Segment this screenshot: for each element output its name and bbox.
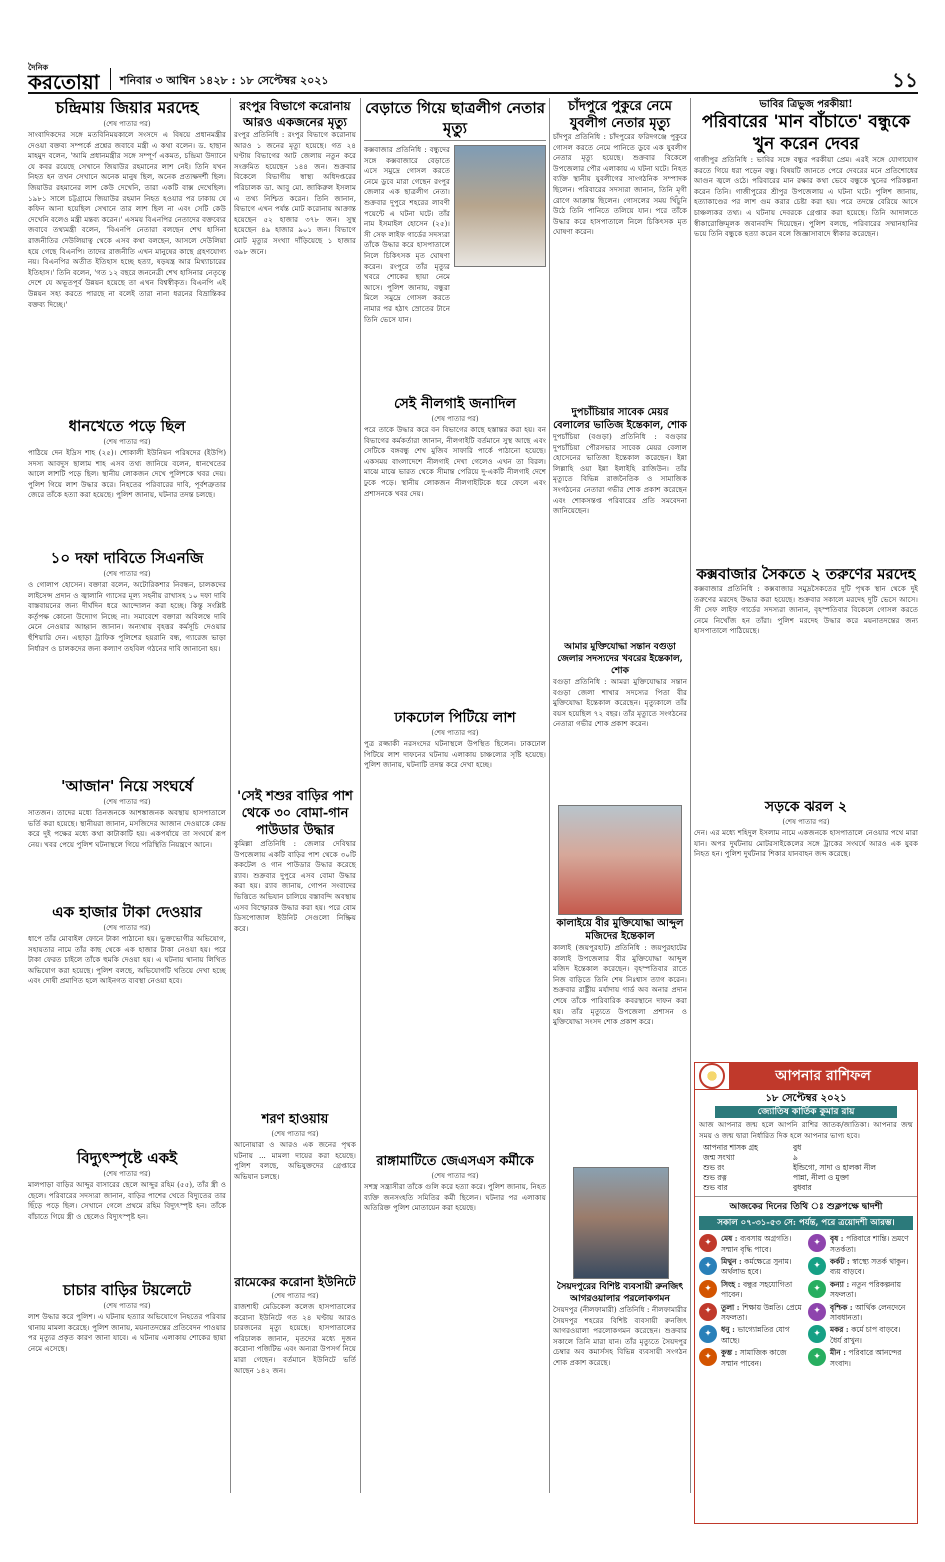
article-title: ঢাকঢোল পিটিয়ে লাশ bbox=[394, 710, 516, 726]
article-body: দেন। এর মধ্যে শহিদুল ইসলাম নামে একজনকে হাসপাতালে নেওয়ার পথে মারা যান। অপর দুর্ঘটনায় মোটরসাইকেলের সঙ্গে ট্রাকের সংঘর্ষে আরও এক যুবক নিহত হন। পুলিশ দুর্ঘটনার শিকার যানবাহন জব্দ করেছে। bbox=[694, 828, 918, 859]
tithi: আজকের দিনের তিথি ঃ শুক্লপক্ষে দ্বাদশী bbox=[695, 1196, 917, 1214]
column-rule bbox=[230, 98, 231, 1493]
continued-label: (শেষ পাতার পর) bbox=[431, 1172, 479, 1180]
article-body: আনোয়ারা ও আরও এক জনের পৃথক ঘটনায় ... মামলা দায়ের করা হয়েছে। পুলিশ বলছে, অভিযুক্তদের গ্রেপ্তারে অভিযান চলছে। bbox=[234, 1140, 356, 1181]
zodiac-sign-item bbox=[808, 1234, 913, 1255]
zodiac-icon: ✦ bbox=[699, 1325, 717, 1343]
continued-label: (শেষ পাতার পর) bbox=[782, 818, 830, 826]
zodiac-forecast: স্বাস্থ্যে সতর্ক থাকুন। ব্যয় বাড়বে। bbox=[830, 1257, 909, 1277]
masthead-divider bbox=[110, 68, 111, 90]
article-title: চন্দ্রিমায় জিয়ার মরদেহ bbox=[55, 98, 199, 117]
article-body: গাজীপুর প্রতিনিধি : ভাবির সঙ্গে বন্ধুর পরকীয়া প্রেম। এরই সঙ্গে যোগাযোগ করতে গিয়ে ধরা পড়েন বন্ধু। বিষয়টি জানতে পেরে দেবরের মনে প্রতিশোধের আগুন জ্বলে ওঠে। পরিবারের মান রক্ষার কথা ভেবে বন্ধুকে খুনের পরিকল্পনা করেন তিনি। গাজীপুরের শ্রীপুর উপজেলায় এ ঘটনা ঘটে। পুলিশ জানায়, হত্যাকাণ্ডের পর লাশ গুম করার চেষ্টা করা হয়। পরে তদন্তে বেরিয়ে আসে চাঞ্চল্যকর তথ্য। এ ঘটনায় দেবরকে গ্রেপ্তার করা হয়েছে। তিনি আদালতে স্বীকারোক্তিমূলক জবানবন্দি দিয়েছেন। পুলিশ বলছে, পরিবারের সম্মানহানির ভয়ে তিনি বন্ধুকে হত্যা করেন বলে জিজ্ঞাসাবাদে স্বীকার করেছেন। bbox=[694, 155, 918, 239]
sign-list bbox=[695, 1232, 917, 1371]
continued-label: (শেষ পাতার পর) bbox=[103, 924, 151, 932]
zodiac-text bbox=[721, 1348, 804, 1369]
article-title: দুপচাঁচিয়ার সাবেক মেয়র বেলালের ভাতিজ ইন্তেকাল, শোক bbox=[553, 407, 687, 431]
zodiac-text bbox=[830, 1280, 913, 1301]
zodiac-sign-item bbox=[808, 1280, 913, 1301]
masthead-prefix: দৈনিক bbox=[28, 62, 49, 72]
zodiac-name: তুলা : bbox=[721, 1302, 743, 1312]
masthead bbox=[28, 64, 918, 94]
zodiac-sign-item bbox=[699, 1257, 804, 1278]
planet-row bbox=[703, 1173, 909, 1183]
continued-label: (শেষ পাতার পর) bbox=[103, 570, 151, 578]
zodiac-name: বৃষ : bbox=[830, 1234, 847, 1244]
horoscope-emblem-icon bbox=[699, 1063, 725, 1089]
article-title: পরিবারের 'মান বাঁচাতে' বন্ধুকে খুন করেন দেবর bbox=[701, 112, 911, 154]
planet-value: ইন্ডিগো, সাদা ও হালকা নীল bbox=[793, 1163, 876, 1173]
planet-list bbox=[695, 1143, 917, 1193]
planet-key: শুভ বার bbox=[703, 1183, 728, 1193]
zodiac-name: কর্কট : bbox=[830, 1257, 853, 1266]
article-title: রাঙ্গামাটিতে জেএসএস কর্মীকে bbox=[376, 1154, 534, 1169]
horoscope-author: জ্যোতিষ কার্তিক কুমার রায় bbox=[715, 1106, 897, 1118]
continued-label: (শেষ পাতার পর) bbox=[103, 120, 151, 128]
zodiac-text bbox=[721, 1325, 804, 1346]
article-body: কক্সবাজার প্রতিনিধি : বন্ধুদের সঙ্গে কক্সবাজারে বেড়াতে এসে সমুদ্রে গোসল করতে নেমে ডুবে মারা গেছেন রংপুর জেলার এক ছাত্রলীগ নেতা। শুক্রবার দুপুরে শহরের লাবণী পয়েন্টে এ ঘটনা ঘটে। তাঁর নাম ইসমাইল হোসেন (২৫)। সী সেফ লাইফ গার্ডের সদস্যরা তাঁকে উদ্ধার করে হাসপাতালে নিলে চিকিৎসক মৃত ঘোষণা করেন। রংপুরে তাঁর মৃত্যুর খবরে শোকের ছায়া নেমে আসে। পুলিশ জানায়, বন্ধুরা মিলে সমুদ্রে গোসল করতে নামার পর হঠাৎ স্রোতের টানে তিনি ভেসে যান। bbox=[364, 145, 450, 324]
article-title: রংপুর বিভাগে করোনায় আরও একজনের মৃত্যু bbox=[239, 99, 351, 129]
planet-row bbox=[703, 1163, 909, 1173]
zodiac-sign-item bbox=[808, 1257, 913, 1278]
continued-label: (শেষ পাতার পর) bbox=[103, 798, 151, 806]
page-number: ১১ bbox=[892, 68, 918, 92]
photo-caption: কালাইয়ে বীর মুক্তিযোদ্ধা আব্দুল মজিদের ইন্তেকাল bbox=[556, 918, 684, 942]
article-title: রামেকের করোনা ইউনিটে bbox=[234, 1275, 356, 1289]
zodiac-name: মকর : bbox=[830, 1325, 852, 1335]
article-title: সড়কে ঝরল ২ bbox=[764, 799, 848, 815]
column-5 bbox=[694, 98, 918, 1498]
article-lead bbox=[364, 145, 546, 324]
masthead-date: শনিবার ৩ আশ্বিন ১৪২৮ : ১৮ সেপ্টেম্বর ২০২১ bbox=[120, 74, 329, 87]
article-body: পরে তাকে উদ্ধার করে বন বিভাগের কাছে হস্তান্তর করা হয়। বন বিভাগের কর্মকর্তারা জানান, নীলগাইটি বর্তমানে সুস্থ আছে এবং সেটিকে বঙ্গবন্ধু শেখ মুজিব সাফারি পার্কে পাঠানো হয়েছে। একসময় বাংলাদেশে নীলগাই দেখা গেলেও এখন তা বিরল। মাঝে মাঝে ভারত থেকে সীমান্ত পেরিয়ে দু-একটি নীলগাই দেশে ঢুকে পড়ে। স্থানীয় লোকজন নীলগাইটিকে ধরে ফেলে এবং প্রশাসনকে খবর দেয়। bbox=[364, 425, 546, 498]
article-title: শরণ হাওয়ায় bbox=[261, 1112, 329, 1127]
zodiac-name: মিথুন : bbox=[721, 1257, 745, 1266]
portrait-photo bbox=[454, 145, 546, 267]
article-body: রংপুর প্রতিনিধি : রংপুর বিভাগে করোনায় আরও ১ জনের মৃত্যু হয়েছে। গত ২৪ ঘণ্টায় বিভাগের আট জেলায় নতুন করে সংক্রমিত হয়েছেন ১৪৪ জন। শুক্রবার বিকেলে বিভাগীয় স্বাস্থ্য অধিদপ্তরের পরিচালক ডা. আবু মো. জাকিরুল ইসলাম এ তথ্য নিশ্চিত করেন। তিনি জানান, বিভাগে এখন পর্যন্ত মোট করোনায় আক্রান্ত হয়েছেন ৫২ হাজার ৩৭৮ জন। সুস্থ হয়েছেন ৪৯ হাজার ৯০১ জন। বিভাগে মোট মৃত্যুর সংখ্যা দাঁড়িয়েছে ১ হাজার ৩৯৮ জনে। bbox=[234, 130, 356, 256]
article-title: আমার মুক্তিযোদ্ধা সন্তান বগুড়া জেলার সদস্যদের খবরের ইন্তেকাল, শোক bbox=[557, 642, 683, 676]
article-body: পাঠিয়ে দেন ইদ্রিস শাহ (২৫)। শোকালী ইউনিয়ন পরিষদের (ইউপি) সদস্য আবদুস ছালাম শাহ এসব তথ্য জানিয়ে বলেন, ধানখেতের আলে লাশটি পড়ে ছিল। স্থানীয় লোকজন দেখে পুলিশকে খবর দেয়। পুলিশ গিয়ে লাশ উদ্ধার করে। নিহতের পরিবারের দাবি, পূর্বশত্রুতার জেরে তাঁকে হত্যা করা হয়েছে। পুলিশ জানায়, ঘটনার তদন্ত চলছে। bbox=[28, 448, 226, 500]
horoscope-box bbox=[694, 1062, 918, 1524]
zodiac-icon: ✦ bbox=[699, 1348, 717, 1366]
continued-label: (শেষ পাতার পর) bbox=[431, 729, 479, 737]
article-body: সাতজন। তাদের মধ্যে তিনজনকে আশঙ্কাজনক অবস্থায় হাসপাতালে ভর্তি করা হয়েছে। স্থানীয়রা জানান, মসজিদের আজান দেওয়াকে কেন্দ্র করে দুই পক্ষের মধ্যে কথা কাটাকাটি হয়। একপর্যায়ে তা সংঘর্ষে রূপ নেয়। খবর পেয়ে পুলিশ ঘটনাস্থলে গিয়ে পরিস্থিতি নিয়ন্ত্রণে আনে। bbox=[28, 808, 226, 849]
zodiac-name: মীন : bbox=[830, 1348, 849, 1358]
zodiac-text bbox=[721, 1234, 804, 1255]
zodiac-text bbox=[830, 1303, 913, 1324]
planet-key: শুভ রত্ন bbox=[703, 1173, 727, 1183]
planet-row bbox=[703, 1143, 909, 1153]
zodiac-icon: ✦ bbox=[699, 1257, 717, 1275]
tithi-time: সকাল ০৭-৩১-৫৩ সে: পর্যন্ত, পরে ত্রয়োদশী আরম্ভ। bbox=[699, 1216, 913, 1230]
article-body: চাঁদপুর প্রতিনিধি : চাঁদপুরের ফরিদগঞ্জে পুকুরে গোসল করতে নেমে পানিতে ডুবে এক যুবলীগ নেতার মৃত্যু হয়েছে। শুক্রবার বিকেলে উপজেলার পৌর এলাকায় এ ঘটনা ঘটে। নিহত ব্যক্তি স্থানীয় যুবলীগের সাংগঠনিক সম্পাদক ছিলেন। পরিবারের সদস্যরা জানান, তিনি মৃগী রোগে আক্রান্ত ছিলেন। গোসলের সময় খিঁচুনি উঠে তিনি পানিতে তলিয়ে যান। পরে তাঁকে উদ্ধার করে হাসপাতালে নিলে চিকিৎসক মৃত ঘোষণা করেন। bbox=[553, 132, 687, 237]
horoscope-intro: আজ আপনার জন্ম হলে আপনি রাশির জাতক/জাতিকা। আপনার জন্ম সময় ও জন্ম দ্বারা নির্ধারিত দিক হলে আপনার ভাগ্য হবে। bbox=[699, 1120, 913, 1140]
planet-value: ৯ bbox=[793, 1153, 798, 1163]
zodiac-sign-item bbox=[808, 1303, 913, 1324]
zodiac-icon: ✦ bbox=[699, 1303, 717, 1321]
column-2 bbox=[234, 98, 356, 1498]
zodiac-name: মেষ : bbox=[721, 1234, 741, 1244]
zodiac-forecast: পরিবারে আনন্দের সংবাদ। bbox=[830, 1348, 902, 1368]
continued-label: (শেষ পাতার পর) bbox=[431, 415, 479, 423]
zodiac-sign-item bbox=[699, 1234, 804, 1255]
zodiac-sign-item bbox=[699, 1325, 804, 1346]
zodiac-name: কুম্ভ : bbox=[721, 1348, 740, 1358]
column-3 bbox=[364, 98, 546, 1498]
zodiac-sign-item bbox=[808, 1348, 913, 1369]
article-title: বিদ্যুৎস্পৃষ্টে একই bbox=[76, 1149, 178, 1167]
zodiac-text bbox=[721, 1280, 804, 1301]
article-body: সাংবাদিকদের সঙ্গে মতবিনিময়কালে সংসদে এ বিষয়ে প্রধানমন্ত্রীর দেওয়া বক্তব্য সম্পর্কে প্রশ্নের জবাবে মন্ত্রী এ কথা বলেন। ড. হাছান মাহমুদ বলেন, 'আমি প্রধানমন্ত্রীর সঙ্গে সম্পূর্ণ একমত, চন্দ্রিমা উদ্যানে যে কবর রয়েছে সেখানে জিয়াউর রহমানের লাশ নেই। তিনি যখন নিহত হন তখন সেখানে অনেক মানুষ ছিল, অনেক প্রত্যক্ষদর্শী ছিল। জিয়াউর রহমানের লাশ কেউ দেখেনি, তারা একটি বাক্স দেখেছিল। ১৯৮১ সালে চট্টগ্রামে জিয়াউর রহমান নিহত হওয়ার পর ঢাকায় যে কফিন আনা হয়েছিল সেখানে তার লাশ ছিল না এবং সেটি কেউ দেখেনি বলেও মন্ত্রী মন্তব্য করেন।' এসময় বিএনপির নেতাদের বক্তব্যের জবাবে তথ্যমন্ত্রী বলেন, 'বিএনপি নেতারা বলছেন শেখ হাসিনা রাজনীতির দেউলিয়াত্ব থেকে এসব কথা বলছেন, আসলে দেউলিয়া হয়ে গেছে বিএনপি। তাদের রাজনীতি এখন মানুষের কাছে গ্রহণযোগ্য নয়। বিএনপির অতীত ইতিহাস হচ্ছে হত্যা, ষড়যন্ত্র আর মিথ্যাচারের ইতিহাস।' তিনি বলেন, 'গত ১২ বছরে জননেত্রী শেখ হাসিনার নেতৃত্বে দেশে যে অভূতপূর্ব উন্নয়ন হয়েছে তা এখন বিশ্বস্বীকৃত। বিএনপি এই উন্নয়ন সহ্য করতে পারছে না বলেই তারা নানা ধরনের বিভ্রান্তিকর বক্তব্য দিচ্ছে।' bbox=[28, 130, 226, 309]
article-body: বগুড়া প্রতিনিধি : আমরা মুক্তিযোদ্ধার সন্তান বগুড়া জেলা শাখার সদস্যের পিতা বীর মুক্তিযোদ্ধা ইন্তেকাল করেছেন। মৃত্যুকালে তাঁর বয়স হয়েছিল ৭২ বছর। তাঁর মৃত্যুতে সংগঠনের নেতারা গভীর শোক প্রকাশ করেন। bbox=[553, 677, 687, 729]
zodiac-forecast: আর্থিক লেনদেনে সাবধানতা। bbox=[830, 1302, 906, 1323]
continued-label: (শেষ পাতার পর) bbox=[103, 1170, 151, 1178]
column-4 bbox=[553, 98, 687, 1498]
zodiac-text bbox=[830, 1257, 913, 1278]
article-body: রাজশাহী মেডিকেল কলেজ হাসপাতালের করোনা ইউনিটে গত ২৪ ঘণ্টায় আরও চারজনের মৃত্যু হয়েছে। হাসপাতালের পরিচালক জানান, মৃতদের মধ্যে দুজন করোনা পজিটিভ এবং অন্যরা উপসর্গ নিয়ে মারা গেছেন। বর্তমানে ইউনিটে ভর্তি আছেন ১৪২ জন। bbox=[234, 1302, 356, 1375]
article-body: সৈয়দপুর (নীলফামারী) প্রতিনিধি : নীলফামারীর সৈয়দপুর শহরের বিশিষ্ট ব্যবসায়ী রুনজিৎ আগরওয়ালা পরলোকগমন করেছেন। শুক্রবার সকালে তিনি মারা যান। তাঁর মৃত্যুতে সৈয়দপুর চেম্বার অব কমার্সসহ বিভিন্ন ব্যবসায়ী সংগঠন শোক প্রকাশ করেছে। bbox=[553, 1305, 687, 1367]
horoscope-title: আপনার রাশিফল bbox=[729, 1063, 917, 1089]
planet-key: শুভ রং bbox=[703, 1163, 725, 1173]
article-body: সশস্ত্র সন্ত্রাসীরা তাঁকে গুলি করে হত্যা করে। পুলিশ জানায়, নিহত ব্যক্তি জনসংহতি সমিতির কর্মী ছিলেন। ঘটনার পর এলাকায় অতিরিক্ত পুলিশ মোতায়েন করা হয়েছে। bbox=[364, 1182, 546, 1213]
zodiac-text bbox=[721, 1257, 804, 1278]
zodiac-sign-item bbox=[699, 1348, 804, 1369]
zodiac-forecast: ভাগ্যোন্নতির যোগ আছে। bbox=[721, 1325, 790, 1345]
column-rule bbox=[690, 98, 691, 1493]
article-title: বেড়াতে গিয়ে ছাত্রলীগ নেতার মৃত্যু bbox=[364, 98, 546, 141]
zodiac-icon: ✦ bbox=[808, 1348, 826, 1366]
article-title: ১০ দফা দাবিতে সিএনজি bbox=[50, 549, 204, 567]
column-rule bbox=[360, 98, 361, 1493]
zodiac-name: বৃশ্চিক : bbox=[830, 1302, 856, 1312]
planet-key: আপনার শাসক গ্রহ bbox=[703, 1143, 758, 1153]
article-body: পুত্র রজ্জাকী নরসংদের ঘটনাস্থলে উপস্থিত ছিলেন। ঢাকঢোল পিটিয়ে লাশ দাফনের ঘটনায় এলাকায় চাঞ্চল্যের সৃষ্টি হয়েছে। পুলিশ জানায়, ঘটনাটি তদন্ত করে দেখা হচ্ছে। bbox=[364, 739, 546, 770]
planet-key: জন্ম সংখ্যা bbox=[703, 1153, 735, 1163]
article-title: চাঁদপুরে পুকুরে নেমে যুবলীগ নেতার মৃত্যু bbox=[568, 99, 672, 131]
zodiac-forecast: ব্যবসায় অগ্রগতি। সম্মান বৃদ্ধি পাবে। bbox=[721, 1234, 792, 1254]
zodiac-icon: ✦ bbox=[699, 1234, 717, 1252]
portrait-photo bbox=[558, 805, 682, 915]
planet-value: বুধবার bbox=[793, 1183, 812, 1193]
planet-row bbox=[703, 1183, 909, 1193]
zodiac-forecast: সামাজিক কাজে সম্মান পাবেন। bbox=[721, 1348, 787, 1368]
article-body: দুপচাঁচিয়া (বগুড়া) প্রতিনিধি : বগুড়ার দুপচাঁচিয়া পৌরসভার সাবেক মেয়র বেলাল হোসেনের ভাতিজা ইন্তেকাল করেছেন। ইন্না লিল্লাহি ওয়া ইন্না ইলাইহি রাজিউন। তাঁর মৃত্যুতে বিভিন্ন রাজনৈতিক ও সামাজিক সংগঠনের নেতারা গভীর শোক প্রকাশ করেছেন এবং শোকসন্তপ্ত পরিবারের প্রতি সমবেদনা জানিয়েছেন। bbox=[553, 432, 687, 516]
article-title: কক্সবাজার সৈকতে ২ তরুণের মরদেহ bbox=[696, 565, 916, 583]
zodiac-icon: ✦ bbox=[808, 1257, 826, 1275]
planet-row bbox=[703, 1153, 909, 1163]
continued-label: (শেষ পাতার পর) bbox=[103, 1302, 151, 1310]
article-title: এক হাজার টাকা দেওয়ার bbox=[52, 903, 202, 921]
photo-caption: সৈয়দপুরের বিশিষ্ট ব্যবসায়ী রুনজিৎ আগরওয়ালার পরলোকগমন bbox=[556, 1282, 684, 1304]
zodiac-text bbox=[830, 1325, 913, 1346]
zodiac-forecast: শিক্ষায় উন্নতি। প্রেমে সফলতা। bbox=[721, 1302, 802, 1323]
zodiac-text bbox=[721, 1303, 804, 1324]
article-body: কালাই (জয়পুরহাট) প্রতিনিধি : জয়পুরহাটের কালাই উপজেলার বীর মুক্তিযোদ্ধা আব্দুল মজিদ ইন্তেকাল করেছেন। বৃহস্পতিবার রাতে নিজ বাড়িতে তিনি শেষ নিঃশ্বাস ত্যাগ করেন। শুক্রবার রাষ্ট্রীয় মর্যাদায় গার্ড অব অনার প্রদান শেষে তাঁকে পারিবারিক কবরস্থানে দাফন করা হয়। তাঁর মৃত্যুতে উপজেলা প্রশাসন ও মুক্তিযোদ্ধা সংসদ শোক প্রকাশ করে। bbox=[553, 943, 687, 1027]
zodiac-forecast: পরিবারে শান্তি। ভ্রমণে সতর্কতা। bbox=[830, 1234, 909, 1254]
article-title: ধানখেতে পড়ে ছিল bbox=[68, 417, 186, 435]
article-body: কুমিল্লা প্রতিনিধি : জেলার দেবিদ্বার উপজেলায় একটি বাড়ির পাশ থেকে ৩০টি ককটেল ও গান পাউডার উদ্ধার করেছে র‍্যাব। শুক্রবার দুপুরে এসব বোমা উদ্ধার করা হয়। র‍্যাব জানায়, গোপন সংবাদের ভিত্তিতে অভিযান চালিয়ে বস্তাবন্দি অবস্থায় এসব বিস্ফোরক উদ্ধার করা হয়। পরে বোম ডিসপোজাল ইউনিট সেগুলো নিষ্ক্রিয় করে। bbox=[234, 839, 356, 933]
article-body: মালপাড়া বাড়ির আব্দুর বাসারের ছেলে আব্দুর রহিম (৫৫), তাঁর স্ত্রী ও ছেলে। পরিবারের সদস্যরা জানান, বাড়ির পাশের খেতে বিদ্যুতের তার ছিঁড়ে পড়ে ছিল। সেখানে গেলে প্রথমে রহিম বিদ্যুৎস্পৃষ্ট হন। তাঁকে বাঁচাতে গিয়ে স্ত্রী ও ছেলেও বিদ্যুৎস্পৃষ্ট হন। bbox=[28, 1180, 226, 1221]
continued-label: (শেষ পাতার পর) bbox=[271, 1292, 319, 1300]
article-body: কক্সবাজার প্রতিনিধি : কক্সবাজার সমুদ্রসৈকতের দুটি পৃথক স্থান থেকে দুই তরুণের মরদেহ উদ্ধার করা হয়েছে। শুক্রবার সকালে মরদেহ দুটি ভেসে আসে। সী সেফ লাইফ গার্ডের সদস্যরা জানান, বৃহস্পতিবার বিকেলে গোসল করতে নেমে নিখোঁজ হন তাঁরা। পুলিশ মরদেহ উদ্ধার করে ময়নাতদন্তের জন্য হাসপাতালে পাঠিয়েছে। bbox=[694, 584, 918, 636]
article-title: চাচার বাড়ির টয়লেটে bbox=[63, 1281, 191, 1299]
zodiac-sign-item bbox=[699, 1303, 804, 1324]
zodiac-name: কন্যা : bbox=[830, 1279, 852, 1289]
planet-value: পান্না, নীলা ও মুক্তা bbox=[793, 1173, 849, 1183]
zodiac-icon: ✦ bbox=[699, 1280, 717, 1298]
horoscope-date: ১৮ সেপ্টেম্বর ২০২১ bbox=[765, 1093, 847, 1104]
article-title: সেই নীলগাই জনাদিল bbox=[393, 396, 516, 412]
portrait-photo bbox=[573, 1167, 669, 1279]
column-rule bbox=[549, 98, 550, 1493]
continued-label: (শেষ পাতার পর) bbox=[271, 1130, 319, 1138]
zodiac-forecast: কর্মক্ষেত্রে সুনাম। অর্থলাভ হবে। bbox=[721, 1257, 792, 1277]
zodiac-icon: ✦ bbox=[808, 1325, 826, 1343]
zodiac-forecast: নতুন পরিকল্পনায় সফলতা। bbox=[830, 1279, 902, 1300]
article-body: ও গোলাপ হোসেন। বক্তারা বলেন, অটোরিকশার নিবন্ধন, চালকদের লাইসেন্স প্রদান ও জ্বালানি গ্যাসের মূল্য সহনীয় রাখাসহ ১০ দফা দাবি বাস্তবায়নের জন্য দীর্ঘদিন ধরে আন্দোলন করা হচ্ছে। কিন্তু সংশ্লিষ্ট কর্তৃপক্ষ কোনো উদ্যোগ নিচ্ছে না। সমাবেশে বক্তারা অবিলম্বে দাবি মেনে নেওয়ার আহ্বান জানান। অন্যথায় বৃহত্তর কর্মসূচি দেওয়ার হুঁশিয়ারি দেন। এছাড়া ট্রাফিক পুলিশের হয়রানি বন্ধ, গ্যারেজ ভাড়া নির্ধারণ ও চালকদের জন্য কল্যাণ তহবিল গঠনের দাবি জানানো হয়। bbox=[28, 580, 226, 653]
zodiac-sign-item bbox=[808, 1325, 913, 1346]
zodiac-forecast: কর্মে চাপ বাড়বে। ধৈর্য রাখুন। bbox=[830, 1325, 901, 1345]
column-1 bbox=[28, 98, 226, 1498]
continued-label: (শেষ পাতার পর) bbox=[103, 438, 151, 446]
planet-value: বুধ bbox=[793, 1143, 802, 1153]
article-body: লাশ উদ্ধার করে পুলিশ। এ ঘটনায় হত্যার অভিযোগে নিহতের পরিবার থানায় মামলা করেছে। পুলিশ জানায়, ময়নাতদন্তের প্রতিবেদন পাওয়ার পর মৃত্যুর প্রকৃত কারণ জানা যাবে। এ ঘটনায় এলাকায় শোকের ছায়া নেমে এসেছে। bbox=[28, 1312, 226, 1353]
kicker: ভাবির ত্রিভুজ পরকীয়া! bbox=[759, 99, 853, 110]
zodiac-icon: ✦ bbox=[808, 1234, 826, 1252]
zodiac-text bbox=[830, 1234, 913, 1255]
zodiac-sign-item bbox=[699, 1280, 804, 1301]
article-title: 'সেই শশুর বাড়ির পাশ থেকে ৩০ বোমা-গান পাউডার উদ্ধার bbox=[237, 789, 353, 838]
zodiac-name: সিংহ : bbox=[721, 1279, 743, 1289]
zodiac-forecast: বন্ধুর সহযোগিতা পাবেন। bbox=[721, 1279, 793, 1300]
zodiac-text bbox=[830, 1348, 913, 1369]
zodiac-icon: ✦ bbox=[808, 1303, 826, 1321]
zodiac-icon: ✦ bbox=[808, 1280, 826, 1298]
zodiac-name: ধনু : bbox=[721, 1325, 738, 1335]
article-title: 'আজান' নিয়ে সংঘর্ষে bbox=[61, 777, 193, 795]
masthead-name: করতোয়া bbox=[28, 70, 100, 94]
article-body: ধাপে তাঁর মোবাইল ফোনে টাকা পাঠানো হয়। ভুক্তভোগীর অভিযোগ, সহায়তার নামে তাঁর কাছ থেকে এক হাজার টাকা নেওয়া হয়। পরে টাকা ফেরত চাইলে তাঁকে হুমকি দেওয়া হয়। এ ঘটনায় থানায় লিখিত অভিযোগ করা হয়েছে। পুলিশ বলছে, অভিযোগটি খতিয়ে দেখা হচ্ছে এবং দোষী প্রমাণিত হলে আইনগত ব্যবস্থা নেওয়া হবে। bbox=[28, 934, 226, 986]
